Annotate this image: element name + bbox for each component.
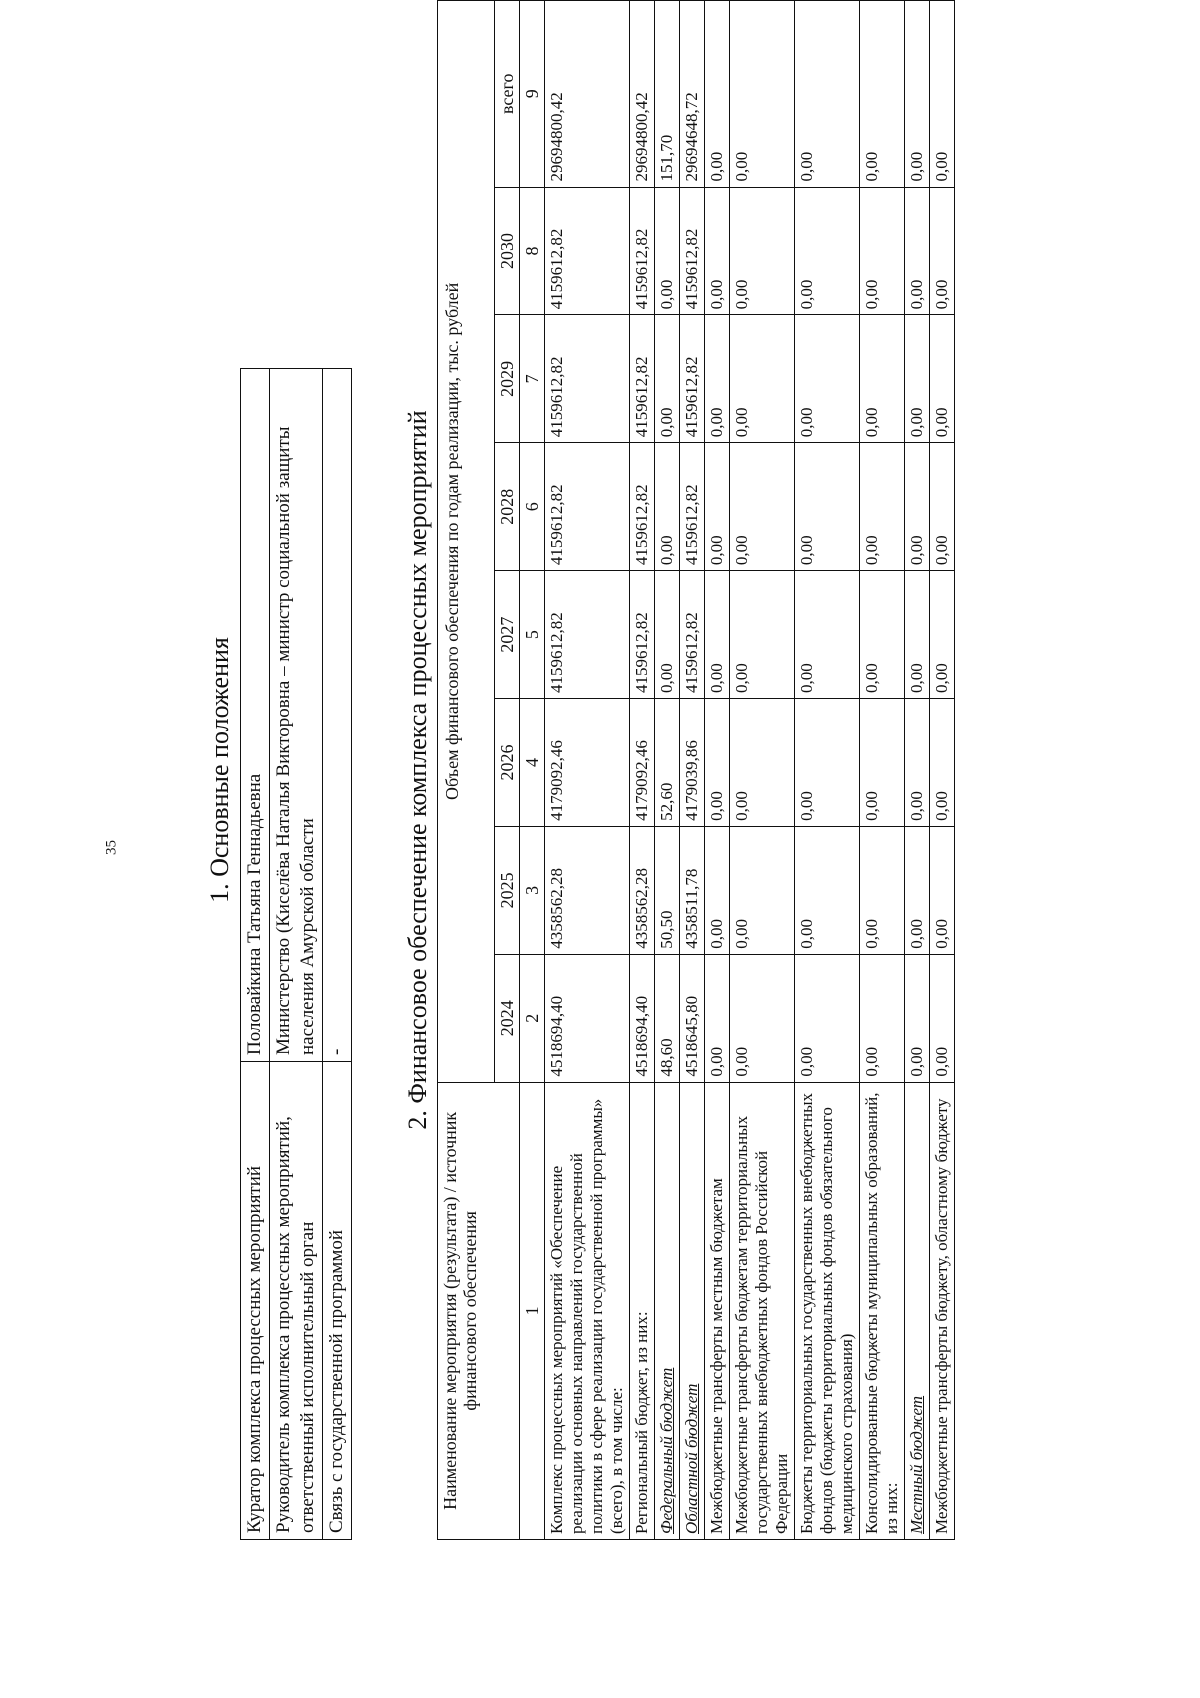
value-cell: 0,00 bbox=[655, 315, 680, 443]
value-cell: 4179092,46 bbox=[545, 699, 630, 827]
financing-body bbox=[545, 1, 955, 1540]
value-cell: 0,00 bbox=[655, 443, 680, 571]
value-cell: 4179039,86 bbox=[680, 699, 705, 827]
value-cell: 0,00 bbox=[705, 187, 730, 315]
value-cell: 0,00 bbox=[930, 954, 955, 1082]
year-header: 2029 bbox=[495, 315, 520, 443]
volume-header: Объем финансового обеспечения по годам реализации, тыс. рублей bbox=[438, 1, 495, 1083]
column-number: 7 bbox=[520, 315, 545, 443]
value-cell: 0,00 bbox=[795, 826, 860, 954]
row-name: Местный бюджет bbox=[905, 1082, 930, 1539]
year-header: 2030 bbox=[495, 187, 520, 315]
value-cell: 0,00 bbox=[705, 699, 730, 827]
table-row bbox=[630, 1, 655, 1540]
value-cell: 4159612,82 bbox=[680, 571, 705, 699]
value-cell: 0,00 bbox=[730, 443, 795, 571]
value-cell: 4159612,82 bbox=[680, 187, 705, 315]
value-cell: 4159612,82 bbox=[545, 443, 630, 571]
value-cell: 0,00 bbox=[905, 826, 930, 954]
column-number: 8 bbox=[520, 187, 545, 315]
value-cell: 50,50 bbox=[655, 826, 680, 954]
info-value: Министерство (Киселёва Наталья Викторовна – министр социальной защиты населения Амурской области bbox=[270, 369, 323, 1062]
total-cell: 0,00 bbox=[705, 1, 730, 188]
value-cell: 0,00 bbox=[655, 187, 680, 315]
year-header: 2024 bbox=[495, 954, 520, 1082]
value-cell: 4179092,46 bbox=[630, 699, 655, 827]
year-header: 2027 bbox=[495, 571, 520, 699]
table-row bbox=[795, 1, 860, 1540]
row-name: Областной бюджет bbox=[680, 1082, 705, 1539]
value-cell: 0,00 bbox=[860, 315, 905, 443]
value-cell: 4159612,82 bbox=[680, 443, 705, 571]
info-label: Связь с государственной программой bbox=[323, 1062, 352, 1540]
value-cell: 0,00 bbox=[705, 443, 730, 571]
column-number: 2 bbox=[520, 954, 545, 1082]
total-cell: 0,00 bbox=[730, 1, 795, 188]
total-cell: 0,00 bbox=[860, 1, 905, 188]
value-cell: 0,00 bbox=[795, 699, 860, 827]
column-number: 3 bbox=[520, 826, 545, 954]
value-cell: 0,00 bbox=[905, 699, 930, 827]
column-number: 6 bbox=[520, 443, 545, 571]
table-row bbox=[860, 1, 905, 1540]
row-name: Федеральный бюджет bbox=[655, 1082, 680, 1539]
value-cell: 0,00 bbox=[905, 954, 930, 1082]
value-cell: 0,00 bbox=[705, 826, 730, 954]
total-cell: 29694648,72 bbox=[680, 1, 705, 188]
total-header: всего bbox=[495, 1, 520, 188]
value-cell: 0,00 bbox=[930, 443, 955, 571]
info-value: Половайкина Татьяна Геннадьевна bbox=[241, 369, 270, 1062]
table-row bbox=[905, 1, 930, 1540]
basic-info-table bbox=[240, 368, 352, 1540]
value-cell: 4159612,82 bbox=[630, 315, 655, 443]
value-cell: 0,00 bbox=[860, 187, 905, 315]
value-cell: 0,00 bbox=[860, 443, 905, 571]
info-label: Руководитель комплекса процессных мероприятий, ответственный исполнительный орган bbox=[270, 1062, 323, 1540]
value-cell: 0,00 bbox=[730, 826, 795, 954]
value-cell: 4159612,82 bbox=[545, 571, 630, 699]
value-cell: 0,00 bbox=[795, 954, 860, 1082]
table-row bbox=[705, 1, 730, 1540]
column-number: 9 bbox=[520, 1, 545, 188]
value-cell: 0,00 bbox=[795, 571, 860, 699]
value-cell: 0,00 bbox=[930, 187, 955, 315]
table-row bbox=[680, 1, 705, 1540]
value-cell: 0,00 bbox=[730, 954, 795, 1082]
value-cell: 0,00 bbox=[730, 699, 795, 827]
value-cell: 0,00 bbox=[730, 571, 795, 699]
value-cell: 0,00 bbox=[905, 315, 930, 443]
column-number-row bbox=[520, 1, 545, 1540]
value-cell: 0,00 bbox=[930, 826, 955, 954]
column-number: 1 bbox=[520, 1082, 545, 1539]
value-cell: 0,00 bbox=[905, 571, 930, 699]
info-value: - bbox=[323, 369, 352, 1062]
year-header: 2026 bbox=[495, 699, 520, 827]
value-cell: 52,60 bbox=[655, 699, 680, 827]
value-cell: 0,00 bbox=[730, 187, 795, 315]
value-cell: 4358511,78 bbox=[680, 826, 705, 954]
section2-title: 2. Финансовое обеспечение комплекса процессных мероприятий bbox=[403, 410, 432, 1130]
total-cell: 0,00 bbox=[795, 1, 860, 188]
info-label: Куратор комплекса процессных мероприятий bbox=[241, 1062, 270, 1540]
value-cell: 4159612,82 bbox=[630, 443, 655, 571]
financing-table bbox=[437, 0, 955, 1540]
value-cell: 4518694,40 bbox=[545, 954, 630, 1082]
value-cell: 4358562,28 bbox=[545, 826, 630, 954]
table-row bbox=[930, 1, 955, 1540]
value-cell: 0,00 bbox=[860, 571, 905, 699]
value-cell: 0,00 bbox=[930, 699, 955, 827]
value-cell: 0,00 bbox=[930, 315, 955, 443]
total-cell: 29694800,42 bbox=[545, 1, 630, 188]
value-cell: 0,00 bbox=[705, 315, 730, 443]
year-header: 2025 bbox=[495, 826, 520, 954]
value-cell: 0,00 bbox=[930, 571, 955, 699]
table-row bbox=[323, 369, 352, 1540]
row-name: Межбюджетные трансферты бюджету, областному бюджету bbox=[930, 1082, 955, 1539]
total-cell: 151,70 bbox=[655, 1, 680, 188]
value-cell: 0,00 bbox=[655, 571, 680, 699]
total-cell: 0,00 bbox=[905, 1, 930, 188]
value-cell: 4159612,82 bbox=[545, 315, 630, 443]
row-name: Региональный бюджет, из них: bbox=[630, 1082, 655, 1539]
value-cell: 4159612,82 bbox=[630, 187, 655, 315]
value-cell: 0,00 bbox=[860, 954, 905, 1082]
table-row bbox=[655, 1, 680, 1540]
value-cell: 0,00 bbox=[860, 699, 905, 827]
total-cell: 0,00 bbox=[930, 1, 955, 188]
row-name: Межбюджетные трансферты местным бюджетам bbox=[705, 1082, 730, 1539]
rotated-content bbox=[205, 0, 1015, 1540]
row-name: Комплекс процессных мероприятий «Обеспечение реализации основных направлений государственной политики в сфере реализации государственной программы» (всего), в том числе: bbox=[545, 1082, 630, 1539]
row-name: Консолидированные бюджеты муниципальных образований, из них: bbox=[860, 1082, 905, 1539]
value-cell: 4159612,82 bbox=[630, 571, 655, 699]
value-cell: 4159612,82 bbox=[545, 187, 630, 315]
value-cell: 0,00 bbox=[705, 954, 730, 1082]
page-number: 35 bbox=[103, 840, 120, 855]
value-cell: 0,00 bbox=[730, 315, 795, 443]
value-cell: 48,60 bbox=[655, 954, 680, 1082]
row-name: Межбюджетные трансферты бюджетам территориальных государственных внебюджетных фондов Российской Федерации bbox=[730, 1082, 795, 1539]
column-number: 5 bbox=[520, 571, 545, 699]
value-cell: 4518694,40 bbox=[630, 954, 655, 1082]
value-cell: 0,00 bbox=[860, 826, 905, 954]
table-row bbox=[545, 1, 630, 1540]
year-header: 2028 bbox=[495, 443, 520, 571]
total-cell: 29694800,42 bbox=[630, 1, 655, 188]
section1-title: 1. Основные положения bbox=[205, 637, 234, 903]
value-cell: 0,00 bbox=[905, 187, 930, 315]
header-row bbox=[438, 1, 495, 1540]
row-name: Бюджеты территориальных государственных внебюджетных фондов (бюджеты территориальных фондов обязательного медицинского страхования) bbox=[795, 1082, 860, 1539]
table-row bbox=[730, 1, 795, 1540]
value-cell: 4358562,28 bbox=[630, 826, 655, 954]
value-cell: 0,00 bbox=[795, 187, 860, 315]
value-cell: 0,00 bbox=[795, 443, 860, 571]
name-column-header: Наименование мероприятия (результата) / источник финансового обеспечения bbox=[438, 1082, 520, 1539]
column-number: 4 bbox=[520, 699, 545, 827]
value-cell: 4518645,80 bbox=[680, 954, 705, 1082]
value-cell: 4159612,82 bbox=[680, 315, 705, 443]
value-cell: 0,00 bbox=[705, 571, 730, 699]
table-row bbox=[241, 369, 270, 1540]
value-cell: 0,00 bbox=[795, 315, 860, 443]
table-row bbox=[270, 369, 323, 1540]
value-cell: 0,00 bbox=[905, 443, 930, 571]
